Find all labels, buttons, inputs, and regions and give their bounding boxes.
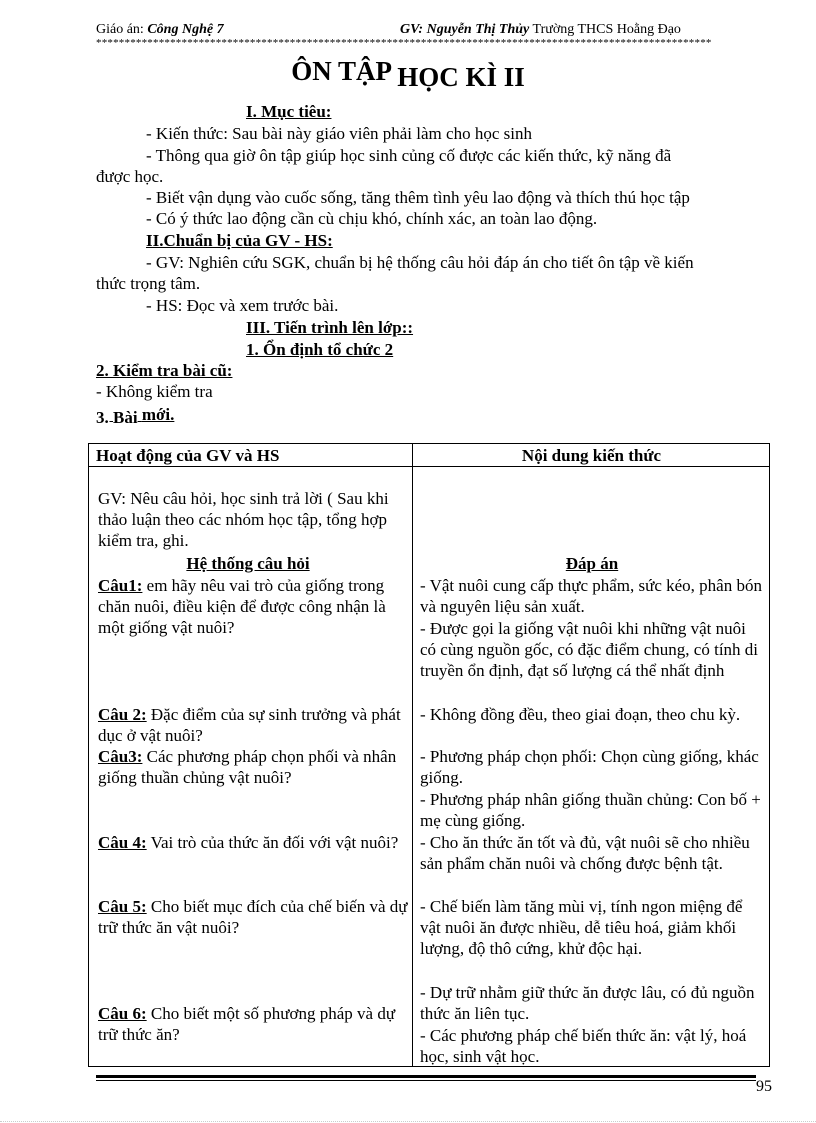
step3-heading-b: mới.	[141, 405, 175, 424]
answer-4: - Cho ăn thức ăn tốt và đủ, vật nuôi sẽ cho nhiều sản phẩm chăn nuôi và chống được bệnh tật.	[420, 833, 750, 873]
objective-line-2-cont: được học.	[96, 167, 164, 186]
question-5	[98, 896, 416, 938]
question-1-text: em hãy nêu vai trò của giống trong chăn nuôi, điều kiện để được công nhận là một giống vật nuôi?	[98, 576, 386, 637]
question-6-text: Cho biết một số phương pháp và dự trữ thức ăn?	[98, 1004, 396, 1044]
table-header-divider	[88, 466, 770, 467]
teacher-label: GV:	[400, 22, 424, 37]
page-title	[0, 56, 816, 92]
question-4-text: Vai trò của thức ăn đối với vật nuôi?	[146, 833, 399, 852]
prep-line-2: - HS: Đọc và xem trước bài.	[146, 296, 339, 315]
step2-heading: 2. Kiểm tra bài cũ:	[96, 361, 233, 380]
question-5-label: Câu 5:	[98, 897, 147, 916]
answer-1b: - Được gọi la giống vật nuôi khi những vật nuôi có cùng nguồn gốc, có đặc điểm chung, có tính di truyền ổn định, đạt số lượng cá thể nhất định	[420, 619, 759, 680]
subject-value: Công Nghệ 7	[147, 22, 224, 37]
subject-label: Giáo án:	[96, 22, 144, 37]
question-1-label: Câu1:	[98, 576, 143, 595]
answer-3a: - Phương pháp chọn phối: Chọn cùng giống, khác giống.	[420, 747, 759, 787]
step1-heading: 1. Ổn định tổ chức 2	[246, 340, 394, 359]
question-3	[98, 746, 416, 788]
question-3-text: Các phương pháp chọn phối và nhân giống thuần chủng vật nuôi?	[98, 747, 397, 787]
footer-rule-thin	[96, 1080, 756, 1081]
questions-heading: Hệ thống câu hỏi	[186, 554, 310, 573]
question-1	[98, 575, 416, 638]
page-number: 95	[756, 1078, 772, 1095]
step3-heading	[96, 404, 174, 425]
question-5-text: Cho biết mục đích của chế biến và dự trữ thức ăn vật nuôi?	[98, 897, 408, 937]
answer-6: - Các phương pháp chế biến thức ăn: vật lý, hoá học, sinh vật học.	[420, 1026, 747, 1066]
objective-line-2: - Thông qua giờ ôn tập giúp học sinh củng cố được các kiến thức, kỹ năng đã	[146, 146, 672, 165]
col1-header: Hoạt động của GV và HS	[96, 446, 280, 465]
intro-text: GV: Nêu câu hỏi, học sinh trả lời ( Sau khi thảo luận theo các nhóm học tập, tổng hợp kiểm tra, ghi.	[98, 489, 389, 550]
answer-5b: - Dự trữ nhằm giữ thức ăn được lâu, có đủ nguồn thức ăn liên tục.	[420, 983, 755, 1023]
col2-header: Nội dung kiến thức	[521, 446, 662, 465]
page-bottom-dotted-line	[0, 1121, 816, 1122]
question-6-label: Câu 6:	[98, 1004, 147, 1023]
title-part1: ÔN TẬP	[291, 56, 391, 86]
question-4-label: Câu 4:	[98, 833, 147, 852]
prep-line-1-cont: thức trọng tâm.	[96, 274, 201, 293]
step3-heading-a: 3. Bài	[96, 408, 138, 427]
question-2-text: Đặc điểm của sự sinh trưởng và phát dục ở vật nuôi?	[98, 705, 401, 745]
objective-line-3: - Biết vận dụng vào cuốc sống, tăng thêm tình yêu lao động và thích thú học tập	[146, 188, 690, 207]
title-part2: HỌC KÌ II	[397, 62, 525, 92]
step2-line: - Không kiểm tra	[96, 382, 213, 401]
footer-rule-thick	[96, 1075, 756, 1078]
subject-info	[96, 22, 224, 38]
question-2-label: Câu 2:	[98, 705, 147, 724]
question-2	[98, 704, 416, 746]
question-3-label: Câu3:	[98, 747, 143, 766]
section1-heading: I. Mục tiêu:	[246, 102, 332, 121]
answer-2: - Không đồng đều, theo giai đoạn, theo chu kỳ.	[420, 705, 741, 724]
section2-heading: II.Chuẩn bị của GV - HS:	[146, 231, 333, 250]
prep-line-1: - GV: Nghiên cứu SGK, chuẩn bị hệ thống câu hỏi đáp án cho tiết ôn tập về kiến	[146, 253, 694, 272]
section3-heading: III. Tiến trình lên lớp::	[246, 318, 414, 337]
objective-line-1: - Kiến thức: Sau bài này giáo viên phải làm cho học sinh	[146, 124, 532, 143]
question-4	[98, 832, 416, 853]
answer-5a: - Chế biến làm tăng mùi vị, tính ngon miệng để vật nuôi ăn được nhiều, dễ tiêu hoá, giảm khối lượng, độ thô cứng, khử độc hại.	[420, 897, 743, 958]
answer-1a: - Vật nuôi cung cấp thực phẩm, sức kéo, phân bón và nguyên liệu sản xuất.	[420, 576, 762, 616]
objective-line-4: - Có ý thức lao động cần cù chịu khó, chính xác, an toàn lao động.	[146, 209, 598, 228]
answers-heading: Đáp án	[565, 554, 619, 573]
teacher-info	[400, 22, 681, 38]
answer-3b: - Phương pháp nhân giống thuần chủng: Con bố + mẹ cùng giống.	[420, 790, 761, 830]
question-6	[98, 1003, 416, 1045]
school-name: Trường THCS Hoằng Đạo	[532, 22, 681, 37]
teacher-value: Nguyễn Thị Thủy	[426, 22, 530, 37]
header-star-divider: ************************************************************************************************************	[96, 37, 712, 49]
